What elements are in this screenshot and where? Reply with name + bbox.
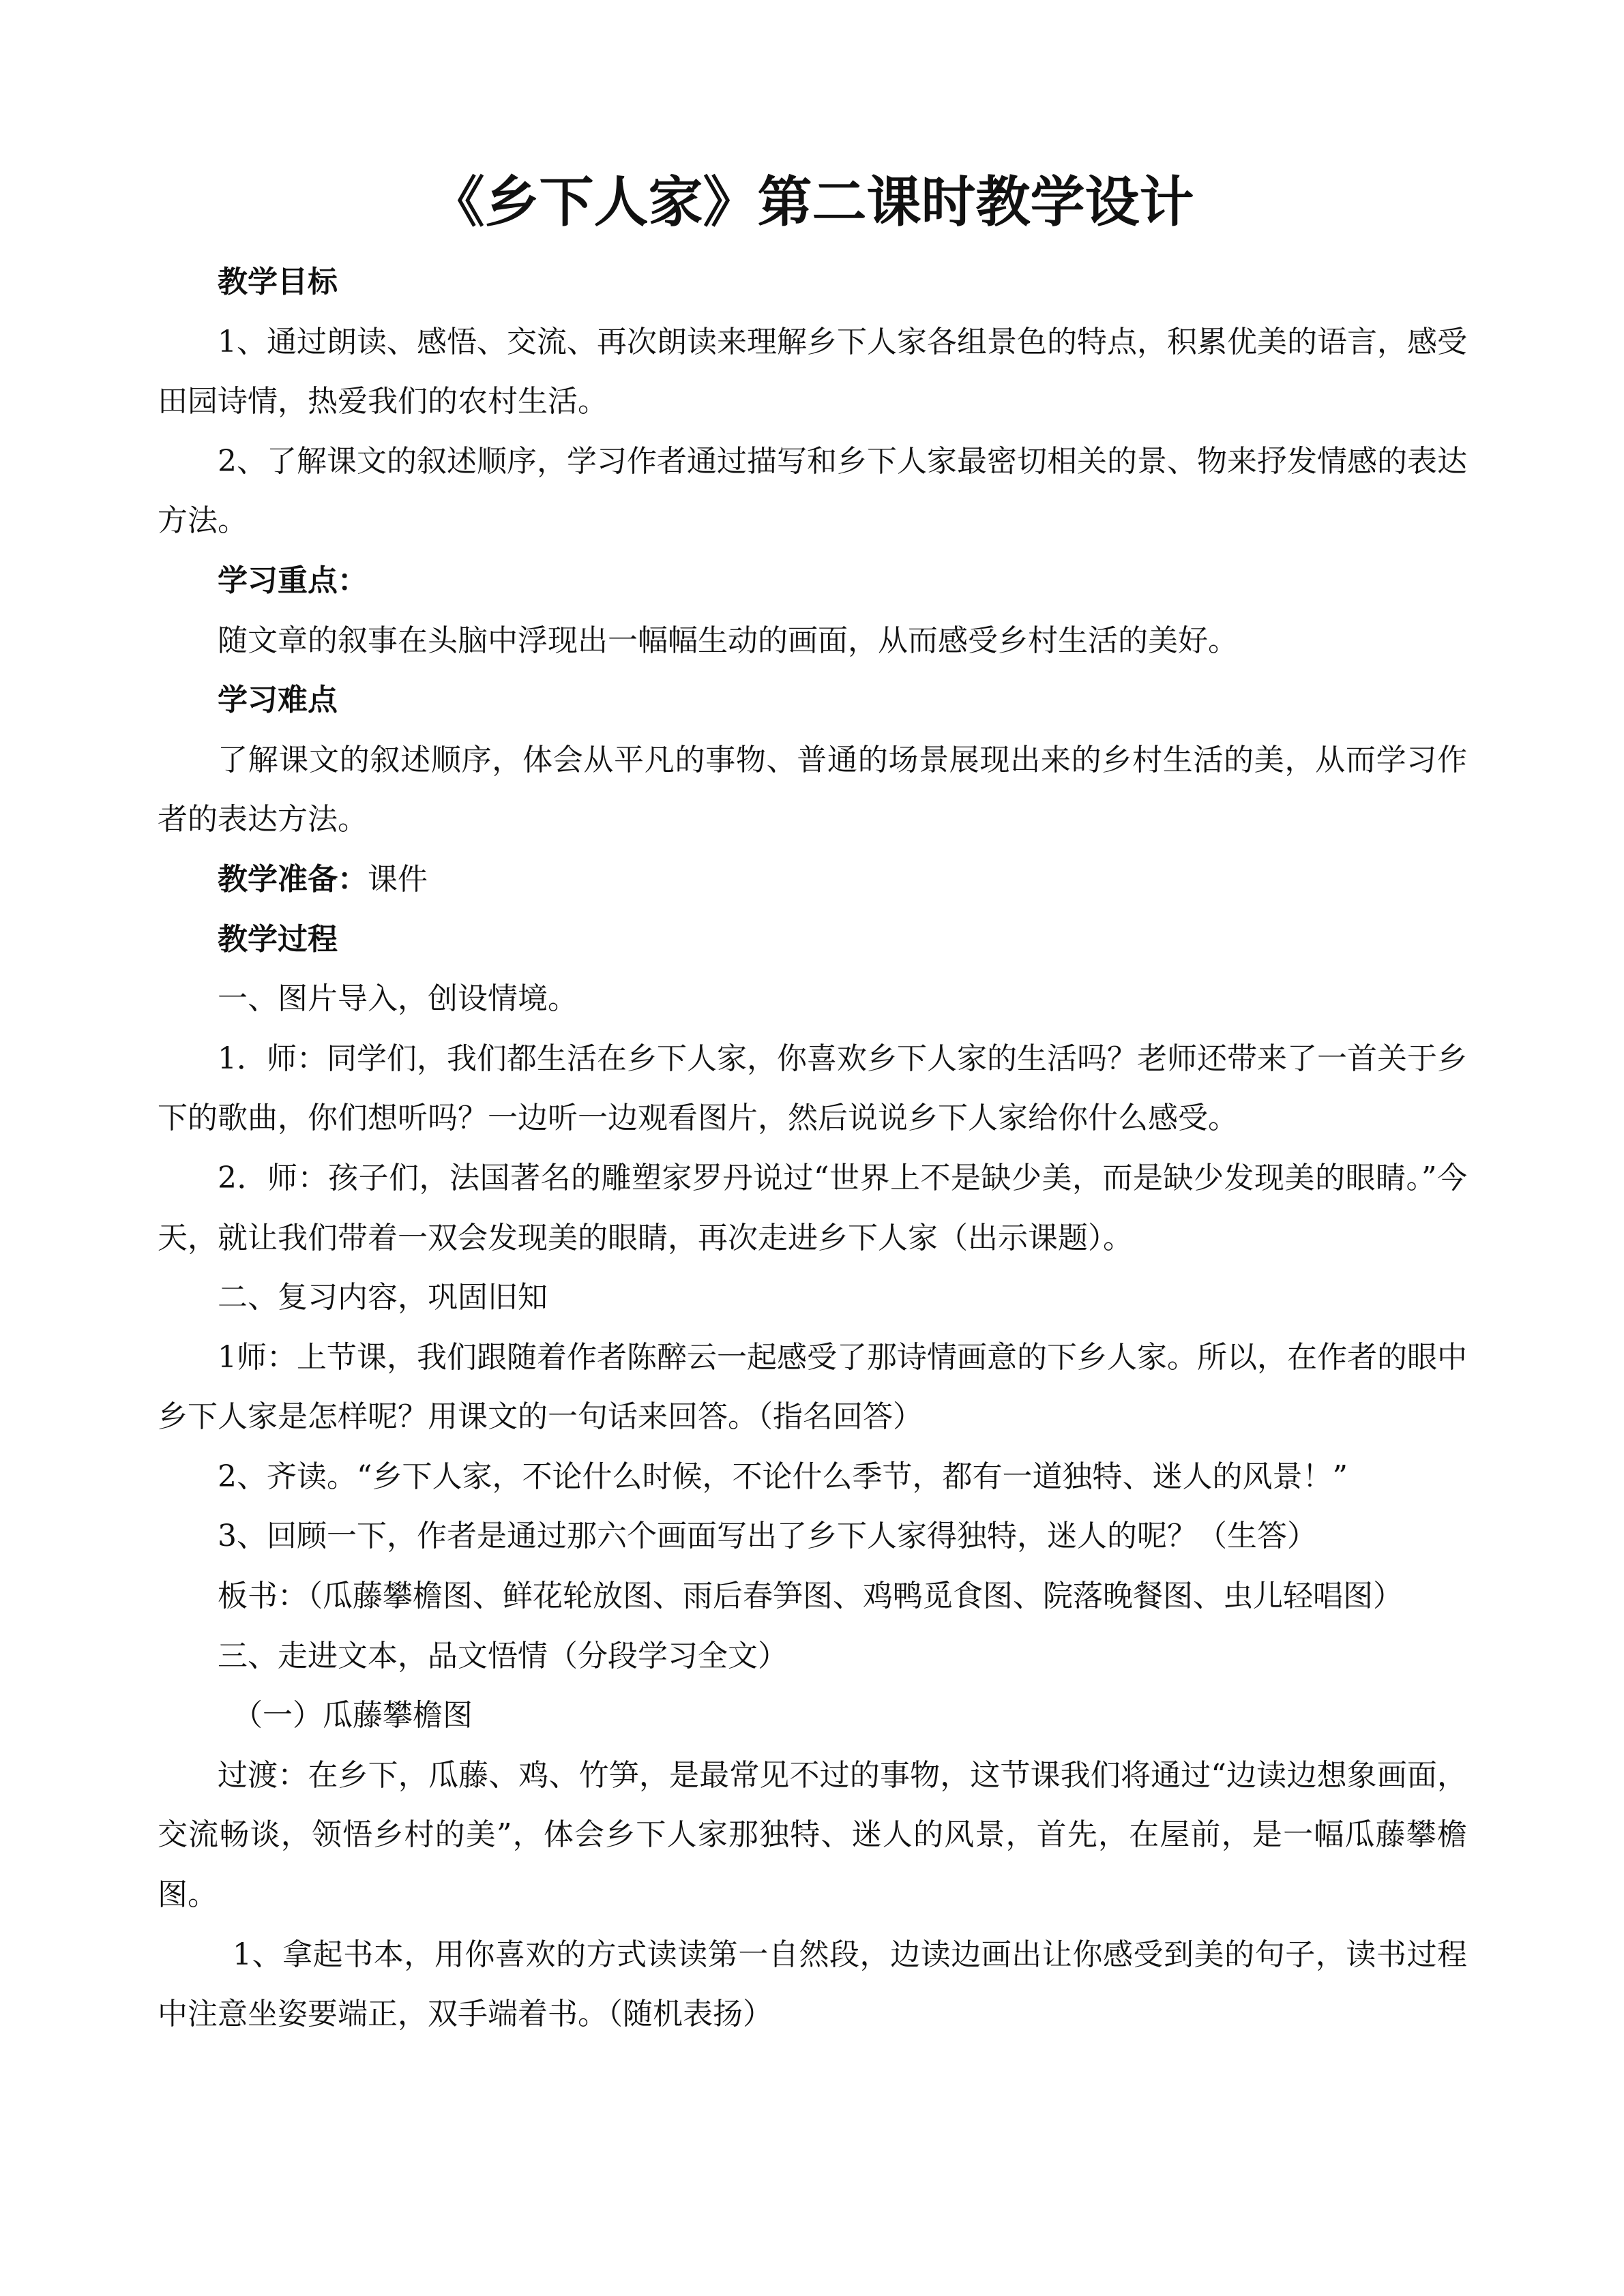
section-2-item-3: 3、回顾一下，作者是通过那六个画面写出了乡下人家得独特，迷人的呢？（生答） xyxy=(218,1519,1317,1554)
preparation-paragraph xyxy=(158,850,1467,910)
heading-teaching-process: 教学过程 xyxy=(218,921,338,957)
document-body xyxy=(158,252,1467,2044)
goal-1-paragraph: 1、通过朗读、感悟、交流、再次朗读来理解乡下人家各组景色的特点，积累优美的语言，感受田园诗情，热爱我们的农村生活。 xyxy=(158,324,1467,419)
preparation-value: 课件 xyxy=(368,861,428,897)
heading-teaching-goals: 教学目标 xyxy=(218,265,338,299)
heading-difficulties: 学习难点 xyxy=(218,683,338,718)
preparation-label: 教学准备： xyxy=(218,861,368,897)
section-2-heading: 二、复习内容，巩固旧知 xyxy=(218,1280,548,1315)
subsection-1-heading: （一）瓜藤攀檐图 xyxy=(233,1698,473,1733)
heading-key-points: 学习重点： xyxy=(218,563,368,598)
goal-2-paragraph: 2、了解课文的叙述顺序，学习作者通过描写和乡下人家最密切相关的景、物来抒发情感的表达方法。 xyxy=(158,443,1467,539)
transition-paragraph: 过渡：在乡下，瓜藤、鸡、竹笋，是最常见不过的事物，这节课我们将通过“边读边想象画面，交流畅谈，领悟乡村的美”，体会乡下人家那独特、迷人的风景，首先，在屋前，是一幅瓜藤攀檐图。 xyxy=(158,1757,1467,1913)
section-1-item-1: 1．师：同学们，我们都生活在乡下人家，你喜欢乡下人家的生活吗？老师还带来了一首关于乡下的歌曲，你们想听吗？一边听一边观看图片，然后说说乡下人家给你什么感受。 xyxy=(158,1041,1467,1136)
difficulties-paragraph: 了解课文的叙述顺序，体会从平凡的事物、普通的场景展现出来的乡村生活的美，从而学习作者的表达方法。 xyxy=(158,742,1467,837)
document-title: 《乡下人家》第二课时教学设计 xyxy=(430,170,1194,234)
section-3-heading: 三、走进文本，品文悟情（分段学习全文） xyxy=(218,1638,788,1673)
section-1-item-2: 2．师：孩子们，法国著名的雕塑家罗丹说过“世界上不是缺少美，而是缺少发现美的眼睛。”今天，就让我们带着一双会发现美的眼睛，再次走进乡下人家（出示课题）。 xyxy=(158,1160,1467,1255)
subsection-1-item-1: 1、拿起书本，用你喜欢的方式读读第一自然段，边读边画出让你感受到美的句子，读书过程中注意坐姿要端正，双手端着书。（随机表扬） xyxy=(158,1937,1467,2032)
key-points-paragraph: 随文章的叙事在头脑中浮现出一幅幅生动的画面，从而感受乡村生活的美好。 xyxy=(218,623,1238,658)
blackboard-paragraph: 板书：（瓜藤攀檐图、鲜花轮放图、雨后春笋图、鸡鸭觅食图、院落晚餐图、虫儿轻唱图） xyxy=(218,1579,1403,1614)
section-2-item-2: 2、齐读。“乡下人家，不论什么时候，不论什么季节，都有一道独特、迷人的风景！” xyxy=(218,1459,1348,1494)
section-2-item-1: 1师：上节课，我们跟随着作者陈醉云一起感受了那诗情画意的下乡人家。所以，在作者的眼中乡下人家是怎样呢？用课文的一句话来回答。（指名回答） xyxy=(158,1339,1467,1435)
section-1-heading: 一、图片导入，创设情境。 xyxy=(218,981,578,1017)
